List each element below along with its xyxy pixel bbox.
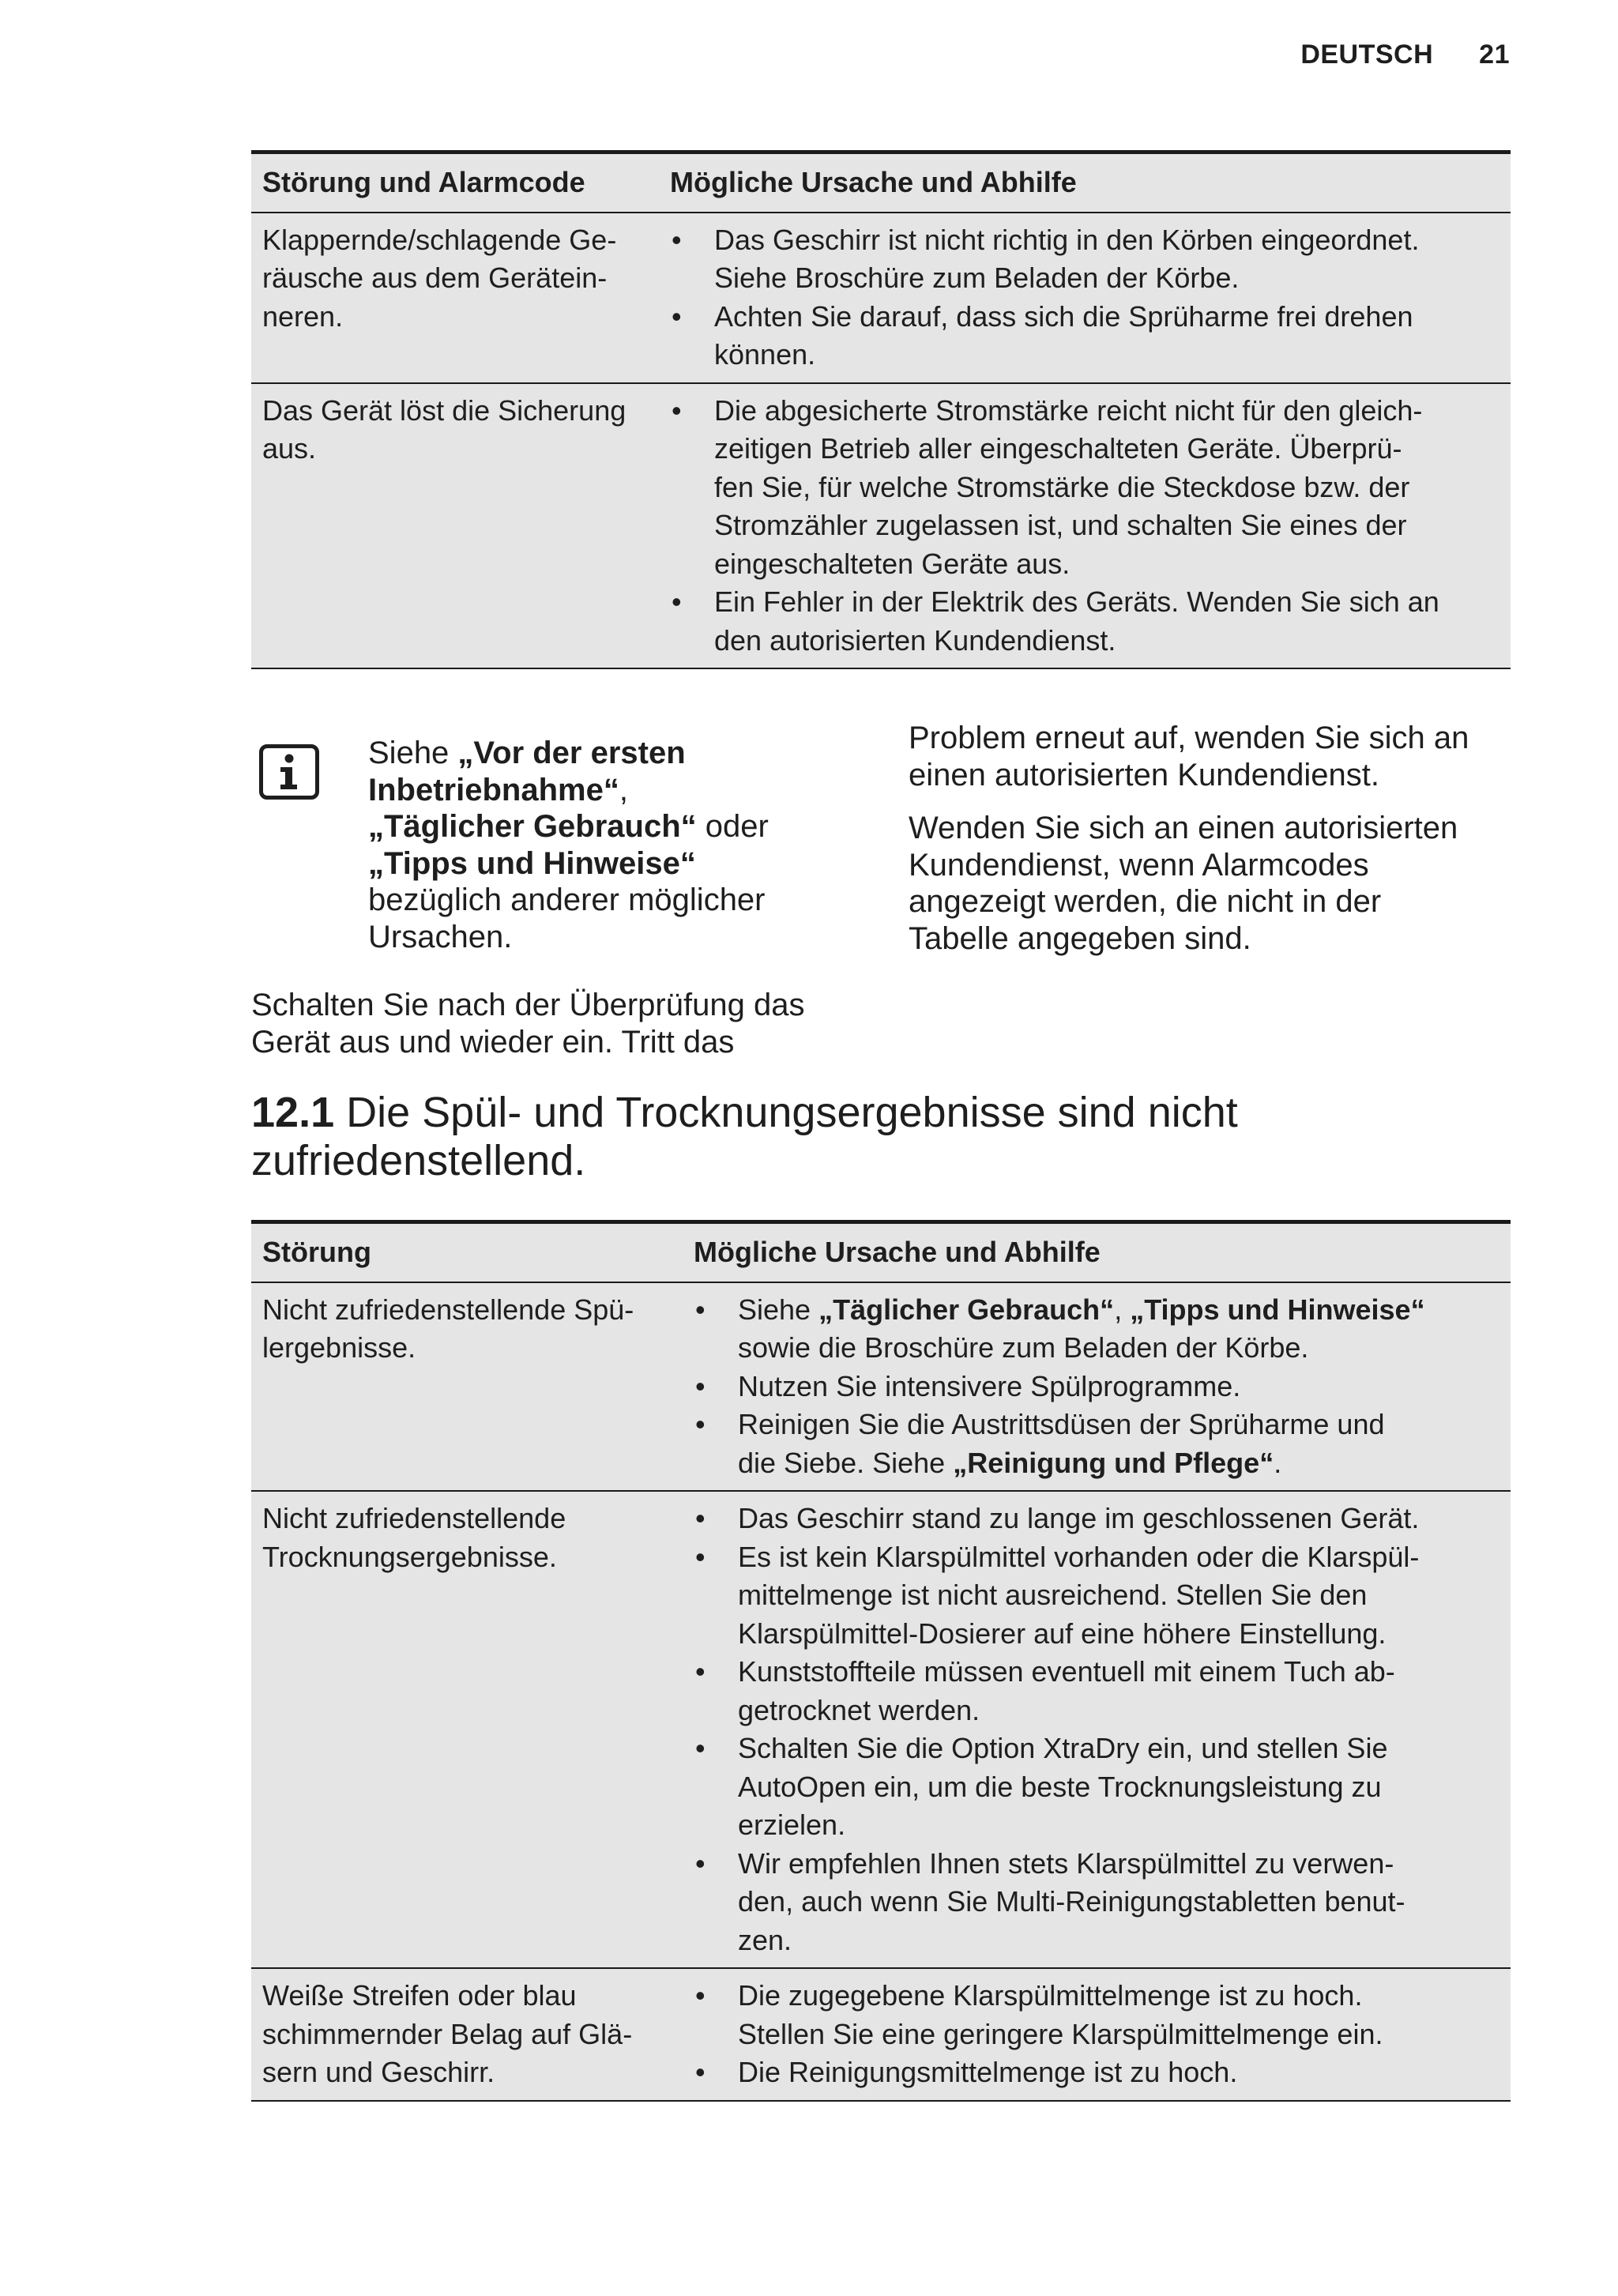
paragraph-restart: Schalten Sie nach der Überprüfung das Gerät aus und wieder ein. Tritt das [251, 988, 805, 1060]
paragraph-problem-persists: Problem erneut auf, wenden Sie sich an einen autorisierten Kundendienst. [909, 721, 1469, 792]
cause-item: • Wir empfehlen Ihnen stets Klarspülmittel zu verwen- den, auch wenn Sie Multi-Reinigungstabletten benut- zen. [694, 1845, 1499, 1960]
page-header [1300, 40, 1510, 70]
cause-cell [670, 213, 1511, 382]
info-note-text [368, 735, 811, 955]
cause-text: Reinigen Sie die Austrittsdüsen der Sprüharme und die Siebe. Siehe [738, 1408, 1385, 1479]
info-icon [259, 744, 319, 800]
cause-cell [670, 384, 1511, 668]
language-label: DEUTSCH [1300, 40, 1434, 70]
info-separator: oder [696, 809, 769, 844]
table-row [251, 1969, 1511, 2102]
table-row [251, 213, 1511, 384]
problem-cell: Klappernde/schlagende Ge- räusche aus dem Gerätein- neren. [262, 223, 617, 333]
cause-item: • Schalten Sie die Option XtraDry ein, und stellen Sie AutoOpen ein, um die beste Trocknungsleistung zu erzielen. [694, 1730, 1499, 1845]
info-ref-daily-use: „Täglicher Gebrauch“ [368, 809, 697, 844]
table-row [251, 1283, 1511, 1492]
info-separator: , [619, 772, 628, 807]
problem-cell: Weiße Streifen oder blau schimmernder Belag auf Glä- sern und Geschirr. [262, 1979, 633, 2088]
cause-item: • Die zugegebene Klarspülmittelmenge ist zu hoch. Stellen Sie eine geringere Klarspülmittelmenge ein. [694, 1977, 1499, 2053]
info-ref-first-use: „Vor der ersten Inbetriebnahme“ [368, 736, 686, 807]
page-number: 21 [1479, 40, 1510, 70]
cause-cell [694, 1492, 1511, 1967]
info-suffix: bezüglich anderer möglicher Ursachen. [368, 883, 766, 954]
section-heading: Die Spül- und Trocknungsergebnisse sind nicht zufriedenstellend. [251, 1089, 1238, 1184]
table-row [251, 384, 1511, 670]
cause-item [694, 1406, 1499, 1482]
table-row [251, 1492, 1511, 1969]
cause-item: • Achten Sie darauf, dass sich die Sprüharme frei drehen können. [670, 298, 1499, 375]
info-prefix: Siehe [368, 736, 458, 770]
cause-item: • Nutzen Sie intensivere Spülprogramme. [694, 1368, 1499, 1406]
cause-item [694, 1291, 1499, 1368]
cause-item: • Das Geschirr ist nicht richtig in den Körben eingeordnet. Siehe Broschüre zum Beladen der Körbe. [670, 221, 1499, 298]
cause-item: • Es ist kein Klarspülmittel vorhanden oder die Klarspül- mittelmenge ist nicht ausreichend. Stellen Sie den Klarspülmittel-Dosierer auf eine höhere Einstellung. [694, 1538, 1499, 1654]
problem-cell: Das Gerät löst die Sicherung aus. [262, 393, 627, 465]
cause-item: • Die Reinigungsmittelmenge ist zu hoch. [694, 2053, 1499, 2092]
section-title [251, 1089, 1436, 1185]
cause-text: Siehe [738, 1293, 819, 1326]
cause-text: . [1274, 1446, 1282, 1479]
cause-cell [694, 1969, 1511, 2100]
column-header-cause: Mögliche Ursache und Abhilfe [694, 1236, 1101, 1268]
ref-hints: „Tipps und Hinweise“ [1130, 1293, 1425, 1326]
info-note [251, 735, 820, 972]
troubleshooting-table-2 [251, 1220, 1511, 2102]
problem-cell: Nicht zufriedenstellende Spü- lergebnisse. [262, 1293, 634, 1364]
info-ref-hints: „Tipps und Hinweise“ [368, 845, 696, 881]
paragraph-alarm-codes: Wenden Sie sich an einen autorisierten Kundendienst, wenn Alarmcodes angezeigt werden, die nicht in der Tabelle angegeben sind. [909, 811, 1458, 956]
section-number: 12.1 [251, 1089, 335, 1136]
problem-cell: Nicht zufriedenstellende Trocknungsergebnisse. [262, 1502, 566, 1573]
ref-daily-use: „Täglicher Gebrauch“ [818, 1293, 1115, 1326]
cause-item: • Ein Fehler in der Elektrik des Geräts. Wenden Sie sich an den autorisierten Kundendienst. [670, 583, 1499, 660]
cause-text: sowie die Broschüre zum Beladen der Körbe. [738, 1331, 1309, 1364]
cause-cell [694, 1283, 1511, 1491]
cause-text: , [1114, 1293, 1131, 1326]
ref-cleaning: „Reinigung und Pflege“ [953, 1446, 1274, 1479]
table-header-row [251, 154, 1511, 213]
column-header-cause: Mögliche Ursache und Abhilfe [670, 166, 1077, 198]
troubleshooting-table-1 [251, 150, 1511, 669]
table-header-row [251, 1224, 1511, 1283]
cause-item: • Das Geschirr stand zu lange im geschlossenen Gerät. [694, 1500, 1499, 1538]
cause-item: • Kunststoffteile müssen eventuell mit einem Tuch ab- getrocknet werden. [694, 1653, 1499, 1730]
column-header-problem: Störung und Alarmcode [262, 166, 585, 198]
cause-item: • Die abgesicherte Stromstärke reicht nicht für den gleich- zeitigen Betrieb aller eingeschalteten Geräte. Überprü- fen Sie, für welche Stromstärke die Steckdose bzw. der Stromzähler zugelassen ist, und schalten Sie eines der eingeschalteten Geräte aus. [670, 392, 1499, 584]
column-header-problem: Störung [262, 1236, 371, 1268]
